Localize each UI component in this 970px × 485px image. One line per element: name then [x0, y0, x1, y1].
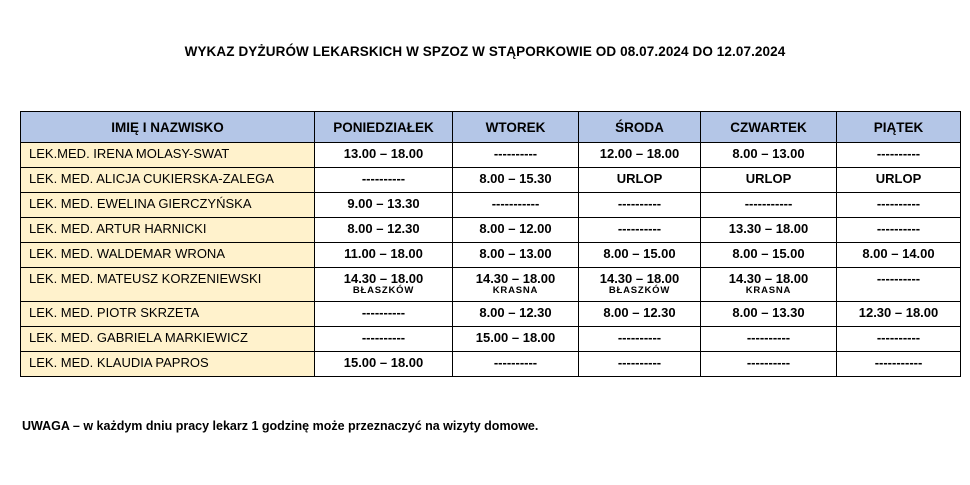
duty-hours: 15.00 – 18.00 [475, 330, 556, 345]
duty-hours: ---------- [876, 271, 921, 286]
duty-cell-friday [837, 168, 961, 193]
doctor-name-cell: LEK. MED. KLAUDIA PAPROS [21, 352, 315, 377]
duty-cell-thursday [701, 268, 837, 302]
duty-hours: ---------- [617, 355, 662, 370]
table-row [21, 168, 961, 193]
duty-hours: ---------- [876, 330, 921, 345]
duty-cell-tuesday [453, 327, 579, 352]
duty-cell-friday [837, 352, 961, 377]
duty-cell-thursday [701, 243, 837, 268]
duty-cell-friday [837, 327, 961, 352]
duty-schedule-table [20, 111, 961, 377]
duty-cell-thursday [701, 327, 837, 352]
duty-cell-wednesday [579, 268, 701, 302]
table-row [21, 243, 961, 268]
duty-hours: 8.00 – 12.30 [479, 305, 552, 320]
duty-hours: 8.00 – 15.00 [603, 246, 676, 261]
table-row [21, 302, 961, 327]
duty-hours: 8.00 – 12.30 [347, 221, 420, 236]
duty-hours: 13.00 – 18.00 [343, 146, 424, 161]
duty-hours: 15.00 – 18.00 [343, 355, 424, 370]
duty-cell-tuesday [453, 302, 579, 327]
duty-hours: URLOP [616, 171, 663, 186]
duty-hours: 11.00 – 18.00 [344, 246, 423, 261]
duty-hours: ---------- [361, 305, 406, 320]
duty-hours: ---------- [876, 196, 921, 211]
duty-cell-wednesday [579, 352, 701, 377]
duty-cell-thursday [701, 143, 837, 168]
duty-hours: 14.30 – 18.00 [599, 271, 680, 286]
duty-cell-tuesday [453, 243, 579, 268]
duty-hours: ---------- [493, 146, 538, 161]
duty-cell-tuesday [453, 143, 579, 168]
table-row [21, 143, 961, 168]
header-row [21, 112, 961, 143]
duty-hours: 8.00 – 13.30 [732, 305, 805, 320]
duty-hours: 8.00 – 15.30 [479, 171, 552, 186]
duty-cell-friday [837, 268, 961, 302]
duty-hours: 14.30 – 18.00 [475, 271, 556, 286]
duty-cell-monday [315, 352, 453, 377]
doctor-name-cell: LEK. MED. MATEUSZ KORZENIEWSKI [21, 268, 315, 302]
doctor-name-cell: LEK. MED. ALICJA CUKIERSKA-ZALEGA [21, 168, 315, 193]
duty-hours: ---------- [361, 171, 406, 186]
duty-hours: 12.00 – 18.00 [599, 146, 680, 161]
duty-location: BŁASZKÓW [352, 285, 415, 296]
duty-cell-tuesday [453, 218, 579, 243]
doctor-name-cell: LEK.MED. IRENA MOLASY-SWAT [21, 143, 315, 168]
table-row [21, 327, 961, 352]
duty-cell-thursday [701, 302, 837, 327]
duty-hours: 9.00 – 13.30 [347, 196, 420, 211]
duty-hours: 13.30 – 18.00 [728, 221, 809, 236]
duty-hours: ---------- [617, 196, 662, 211]
duty-cell-wednesday [579, 168, 701, 193]
duty-cell-monday [315, 243, 453, 268]
document-title: WYKAZ DYŻURÓW LEKARSKICH W SPZOZ W STĄPORKOWIE OD 08.07.2024 DO 12.07.2024 [184, 44, 786, 59]
table-row [21, 268, 961, 302]
table-body [21, 143, 961, 377]
duty-cell-wednesday [579, 218, 701, 243]
duty-cell-monday [315, 193, 453, 218]
duty-cell-thursday [701, 193, 837, 218]
duty-cell-monday [315, 302, 453, 327]
duty-cell-thursday [701, 352, 837, 377]
header-wednesday: ŚRODA [579, 112, 701, 143]
header-monday: PONIEDZIAŁEK [315, 112, 453, 143]
duty-cell-tuesday [453, 352, 579, 377]
duty-cell-wednesday [579, 243, 701, 268]
duty-hours: URLOP [875, 171, 922, 186]
duty-hours: URLOP [745, 171, 792, 186]
doctor-name-cell: LEK. MED. WALDEMAR WRONA [21, 243, 315, 268]
doctor-name-cell: LEK. MED. ARTUR HARNICKI [21, 218, 315, 243]
duty-cell-wednesday [579, 193, 701, 218]
duty-cell-monday [315, 327, 453, 352]
duty-cell-friday [837, 218, 961, 243]
doctor-name-cell: LEK. MED. EWELINA GIERCZYŃSKA [21, 193, 315, 218]
duty-cell-wednesday [579, 143, 701, 168]
duty-cell-monday [315, 268, 453, 302]
footnote: UWAGA – w każdym dniu pracy lekarz 1 godzinę może przeznaczyć na wizyty domowe. [22, 419, 539, 433]
duty-hours: 14.30 – 18.00 [343, 271, 424, 286]
duty-cell-friday [837, 302, 961, 327]
duty-cell-monday [315, 168, 453, 193]
duty-hours: 8.00 – 13.00 [479, 246, 552, 261]
table-row [21, 193, 961, 218]
duty-hours: ----------- [874, 355, 923, 370]
duty-cell-monday [315, 143, 453, 168]
table-row [21, 352, 961, 377]
duty-cell-thursday [701, 218, 837, 243]
duty-hours: ---------- [876, 221, 921, 236]
header-tuesday: WTOREK [453, 112, 579, 143]
duty-hours: ----------- [744, 196, 793, 211]
duty-hours: 8.00 – 15.00 [732, 246, 805, 261]
duty-cell-friday [837, 193, 961, 218]
header-name: IMIĘ I NAZWISKO [21, 112, 315, 143]
duty-cell-tuesday [453, 193, 579, 218]
duty-cell-tuesday [453, 268, 579, 302]
duty-hours: ---------- [617, 221, 662, 236]
doctor-name-cell: LEK. MED. PIOTR SKRZETA [21, 302, 315, 327]
duty-cell-friday [837, 143, 961, 168]
header-friday: PIĄTEK [837, 112, 961, 143]
duty-hours: ---------- [876, 146, 921, 161]
duty-hours: 8.00 – 12.30 [603, 305, 676, 320]
table-row [21, 218, 961, 243]
duty-cell-monday [315, 218, 453, 243]
duty-hours: 8.00 – 13.00 [732, 146, 805, 161]
duty-location: KRASNA [745, 285, 792, 296]
duty-hours: ---------- [361, 330, 406, 345]
duty-hours: ----------- [491, 196, 540, 211]
duty-hours: 14.30 – 18.00 [728, 271, 809, 286]
duty-location: KRASNA [492, 285, 539, 296]
header-thursday: CZWARTEK [701, 112, 837, 143]
duty-cell-wednesday [579, 327, 701, 352]
duty-location: BŁASZKÓW [608, 285, 671, 296]
duty-hours: ---------- [746, 330, 791, 345]
duty-hours: 8.00 – 14.00 [862, 246, 935, 261]
duty-hours: 8.00 – 12.00 [479, 221, 552, 236]
table-header [21, 112, 961, 143]
duty-cell-friday [837, 243, 961, 268]
duty-hours: ---------- [746, 355, 791, 370]
doctor-name-cell: LEK. MED. GABRIELA MARKIEWICZ [21, 327, 315, 352]
duty-hours: ---------- [493, 355, 538, 370]
duty-hours: ---------- [617, 330, 662, 345]
duty-cell-thursday [701, 168, 837, 193]
duty-cell-wednesday [579, 302, 701, 327]
duty-cell-tuesday [453, 168, 579, 193]
duty-hours: 12.30 – 18.00 [858, 305, 939, 320]
